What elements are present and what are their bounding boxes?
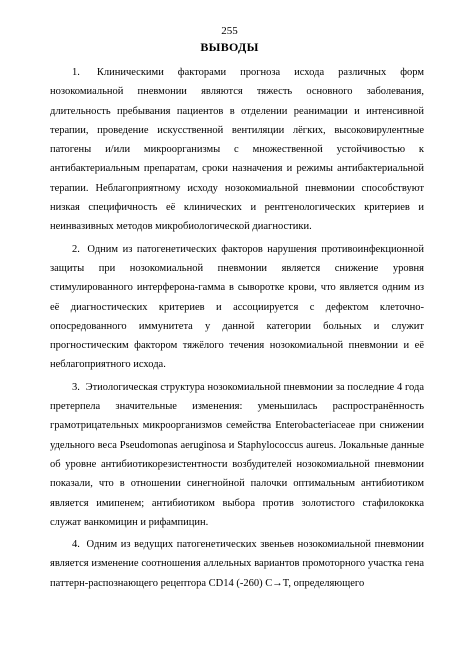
page-number: 255 <box>221 25 238 37</box>
conclusion-paragraph-1 <box>50 63 424 237</box>
conclusion-paragraph-4 <box>50 535 424 593</box>
section-heading: ВЫВОДЫ <box>200 40 259 54</box>
paragraph-text: Одним из патогенетических факторов нарушения противоинфекционной защиты при нозокомиальной пневмонии является снижение уровня стимулированного интерферона-гамма в сыворотке крови, что является одним из её диагностических критериев и ассоциируется с дефектом клеточно-опосредованного иммунитета у данной категории больных и служит прогностическим фактором тяжёлого течения нозокомиальной пневмонии и её неблагоприятного исхода. <box>50 243 424 371</box>
paragraph-number: 3. <box>72 381 80 393</box>
conclusion-paragraph-2 <box>50 240 424 375</box>
paragraph-text: Этиологическая структура нозокомиальной пневмонии за последние 4 года претерпела значительные изменения: уменьшилась распространённость грамотрицательных микроорганизмов семейства Enterobacteriaceae при снижении удельного веса Pseudomonas aeruginosa и Staphylococcus aureus. Локальные данные об уровне антибиотикорезистентности возбудителей нозокомиальной пневмонии показали, что в отношении синегнойной палочки оптимальным антибиотиком является имипенем; антибиотиком выбора против золотистого стафилококка служат ванкомицин и рифампицин. <box>50 381 424 528</box>
conclusions-body <box>50 63 424 596</box>
paragraph-number: 4. <box>72 539 80 551</box>
paragraph-text: Одним из ведущих патогенетических звеньев нозокомиальной пневмонии является изменение соотношения аллельных вариантов промоторного участка гена паттерн-распознающего рецептора CD14 (-260) C→T, определяющего <box>50 539 424 589</box>
paragraph-number: 1. <box>72 67 80 78</box>
conclusion-paragraph-3 <box>50 378 424 532</box>
paragraph-number: 2. <box>72 243 80 255</box>
paragraph-text: Клиническими факторами прогноза исхода различных форм нозокомиальной пневмонии являются тяжесть основного заболевания, длительность пребывания пациентов в отделении реанимации и интенсивной терапии, проведение искусственной вентиляции лёгких, высоковирулентные патогены и/или микроорганизмы с множественной устойчивостью к антибактериальным препаратам, сроки назначения и режимы антибактериальной терапии. Неблагоприятному исходу нозокомиальной пневмонии способствуют низкая специфичность её клинических и рентгенологических критериев и неинвазивных методов микробиологической диагностики. <box>50 67 424 233</box>
